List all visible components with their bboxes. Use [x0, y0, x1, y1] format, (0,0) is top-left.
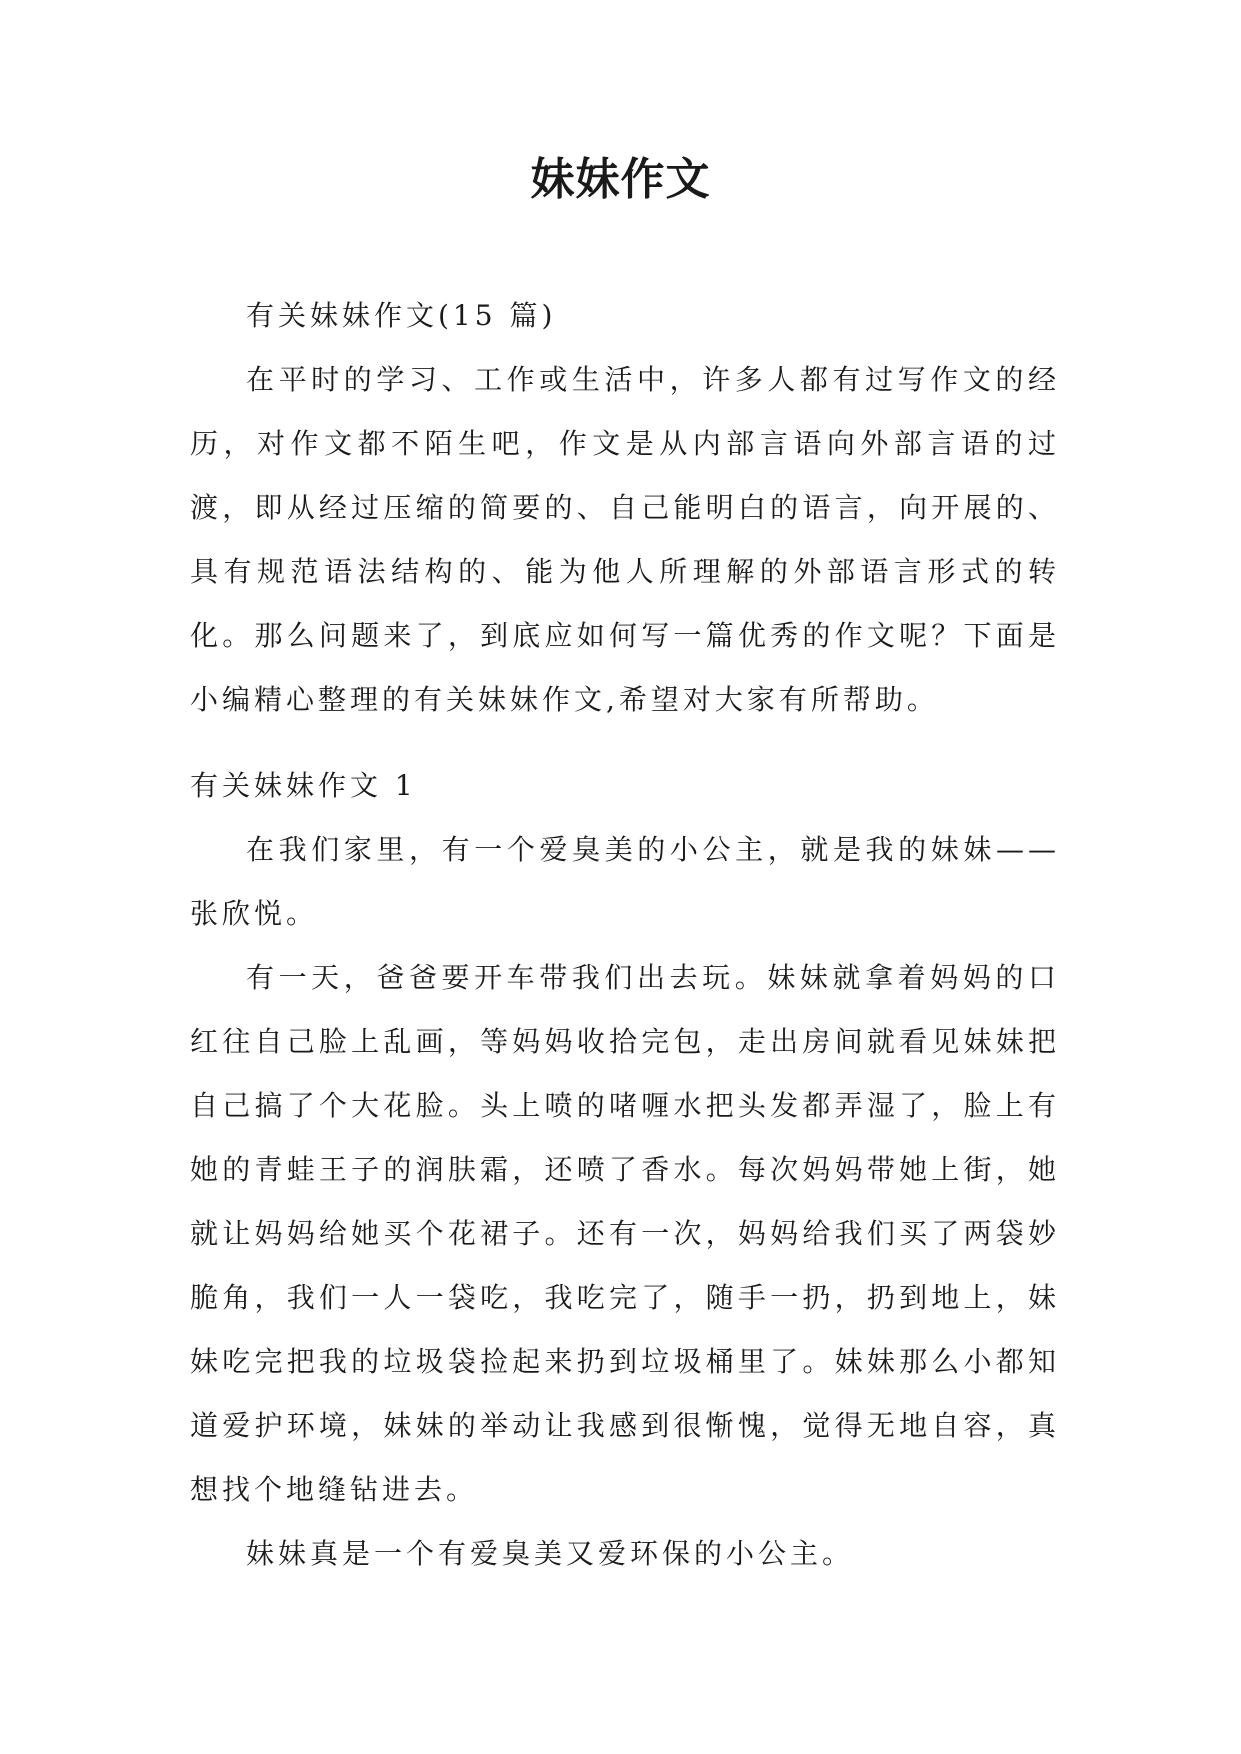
essay-section-1 [190, 754, 1060, 1586]
essay-paragraph-3: 妹妹真是一个有爱臭美又爱环保的小公主。 [246, 1537, 855, 1570]
intro-paragraph: 在平时的学习、工作或生活中，许多人都有过写作文的经历，对作文都不陌生吧，作文是从内部言语向外部言语的过渡，即从经过压缩的简要的、自己能明白的语言，向开展的、具有规范语法结构的、能为他人所理解的外部语言形式的转化。那么问题来了，到底应如何写一篇优秀的作文呢？下面是小编精心整理的有关妹妹作文,希望对大家有所帮助。 [190, 363, 1060, 716]
section-heading: 有关妹妹作文 1 [190, 769, 417, 802]
intro-block [190, 284, 1060, 732]
essay-paragraph-1: 在我们家里，有一个爱臭美的小公主，就是我的妹妹——张欣悦。 [190, 833, 1060, 930]
essay-paragraph-2: 有一天，爸爸要开车带我们出去玩。妹妹就拿着妈妈的口红往自己脸上乱画，等妈妈收拾完包，走出房间就看见妹妹把自己搞了个大花脸。头上喷的啫喱水把头发都弄湿了，脸上有她的青蛙王子的润肤霜，还喷了香水。每次妈妈带她上街，她就让妈妈给她买个花裙子。还有一次，妈妈给我们买了两袋妙脆角，我们一人一袋吃，我吃完了，随手一扔，扔到地上，妹妹吃完把我的垃圾袋捡起来扔到垃圾桶里了。妹妹那么小都知道爱护环境，妹妹的举动让我感到很惭愧，觉得无地自容，真想找个地缝钻进去。 [190, 961, 1060, 1506]
document-subtitle: 有关妹妹作文(15 篇) [246, 299, 557, 332]
document-title: 妹妹作文 [530, 154, 711, 205]
